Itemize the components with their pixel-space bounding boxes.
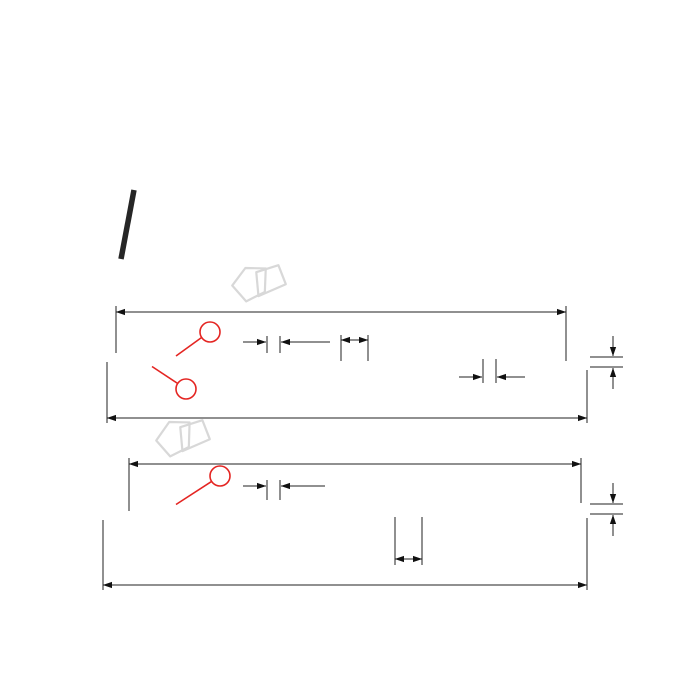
dim-rib-top-width bbox=[243, 336, 330, 353]
dim-height bbox=[590, 336, 623, 389]
label-side-a bbox=[152, 367, 196, 400]
cross-section-ab bbox=[107, 306, 623, 423]
dim-overall-width bbox=[103, 518, 587, 590]
watermark-2 bbox=[153, 416, 211, 459]
label-side-r bbox=[176, 466, 230, 505]
dim-rib-top-width bbox=[243, 480, 325, 500]
watermark-1 bbox=[230, 262, 288, 304]
dim-flat-width bbox=[341, 335, 368, 361]
metall-profil-logo-icon bbox=[153, 416, 211, 459]
metall-profil-logo-icon bbox=[230, 262, 288, 304]
label-side-b bbox=[176, 322, 220, 356]
dim-working-width bbox=[129, 458, 581, 511]
cross-section-r bbox=[103, 458, 623, 590]
dim-rib-bottom-width bbox=[459, 359, 525, 383]
perspective-view bbox=[121, 190, 134, 259]
sheet-cut-edge bbox=[121, 190, 134, 259]
dim-overall-width bbox=[107, 362, 587, 423]
dim-height bbox=[590, 483, 623, 536]
dim-flat-width bbox=[395, 517, 422, 565]
